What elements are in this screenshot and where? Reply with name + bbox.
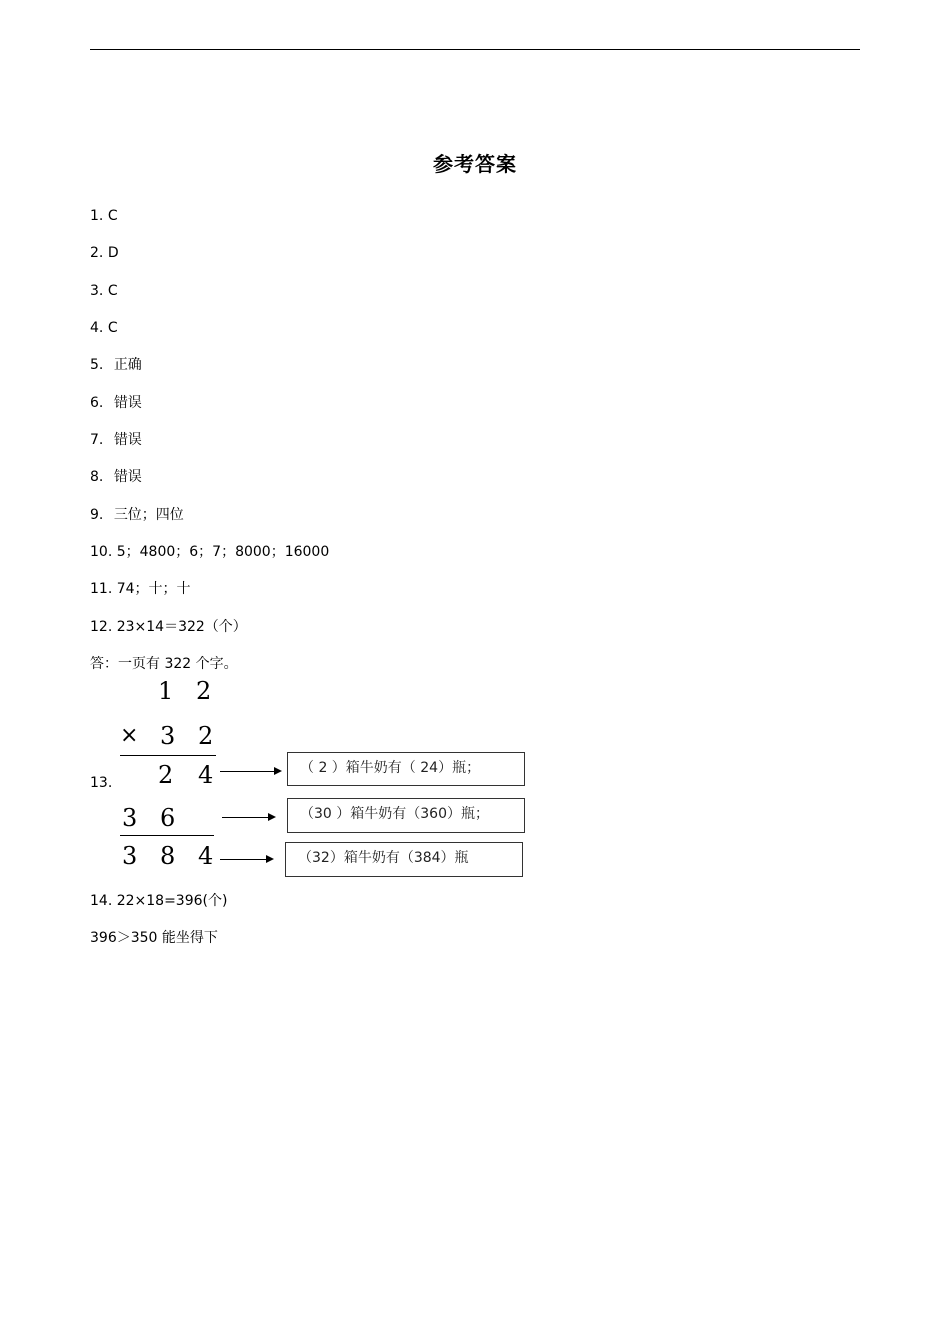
answer-text: C <box>107 320 118 336</box>
answer-text: 74；十；十 <box>116 581 191 597</box>
answer-text: 三位；四位 <box>113 507 184 523</box>
answer-reply: 396＞350 能坐得下 <box>90 930 218 946</box>
multiplicand-digit: 1 <box>158 677 174 705</box>
times-sign: × <box>120 723 139 748</box>
answer-text: 错误 <box>113 395 142 411</box>
result-digit: 4 <box>198 842 214 870</box>
answer-line <box>90 543 329 561</box>
answer-number: 14. <box>90 893 113 909</box>
answer-text: 5；4800；6；7；8000；16000 <box>116 544 330 560</box>
answer-text: 正确 <box>113 357 142 373</box>
partial-product-digit: 6 <box>160 804 176 832</box>
answer-number: 8. <box>90 469 104 485</box>
explanation-box: （30 ）箱牛奶有（360）瓶； <box>287 798 525 833</box>
answer-number: 13. <box>90 775 113 791</box>
arrow-icon <box>222 817 274 818</box>
answer-number: 7. <box>90 432 104 448</box>
answer-text: 错误 <box>113 469 142 485</box>
explanation-box: （32）箱牛奶有（384）瓶 <box>285 842 523 877</box>
multiplier-digit: 2 <box>198 722 214 750</box>
multiplicand-digit: 2 <box>196 677 212 705</box>
answer-text: 错误 <box>113 432 142 448</box>
answer-number: 1. <box>90 208 104 224</box>
answer-number: 12. <box>90 619 113 635</box>
answer-text: 23×14＝322（个） <box>116 619 247 635</box>
answer-text: D <box>107 245 119 261</box>
product-rule <box>120 755 216 756</box>
answer-line <box>90 618 247 636</box>
answer-reply: 答：一页有 322 个字。 <box>90 656 238 672</box>
answer-text: C <box>107 208 118 224</box>
answer-line <box>90 282 118 300</box>
answer-number: 9. <box>90 507 104 523</box>
partial-product-digit: 4 <box>198 761 214 789</box>
answer-line <box>90 431 142 449</box>
answer-line <box>90 319 118 337</box>
answer-text: 22×18=396(个) <box>116 893 228 909</box>
arrow-icon <box>220 771 280 772</box>
answer-number: 3. <box>90 283 104 299</box>
answer-line <box>90 356 142 374</box>
page-title: 参考答案 <box>433 152 517 176</box>
answer-number: 11. <box>90 581 113 597</box>
answer-number: 5. <box>90 357 104 373</box>
answer-line <box>90 580 191 598</box>
answer-number: 10. <box>90 544 113 560</box>
answer-line <box>90 207 118 225</box>
header-rule <box>90 49 860 50</box>
partial-product-digit: 3 <box>122 804 138 832</box>
answer-line <box>90 468 142 486</box>
answer-line <box>90 892 227 910</box>
answer-text: C <box>107 283 118 299</box>
arrow-icon <box>220 859 272 860</box>
explanation-box: （ 2 ）箱牛奶有（ 24）瓶； <box>287 752 525 786</box>
answer-number: 4. <box>90 320 104 336</box>
answer-number: 6. <box>90 395 104 411</box>
answer-number: 2. <box>90 245 104 261</box>
result-digit: 3 <box>122 842 138 870</box>
answer-line <box>90 244 119 262</box>
sum-rule <box>120 835 214 836</box>
answer-line <box>90 394 142 412</box>
partial-product-digit: 2 <box>158 761 174 789</box>
vertical-multiplication <box>112 677 232 877</box>
answer-line <box>90 506 184 524</box>
multiplier-digit: 3 <box>160 722 176 750</box>
result-digit: 8 <box>160 842 176 870</box>
